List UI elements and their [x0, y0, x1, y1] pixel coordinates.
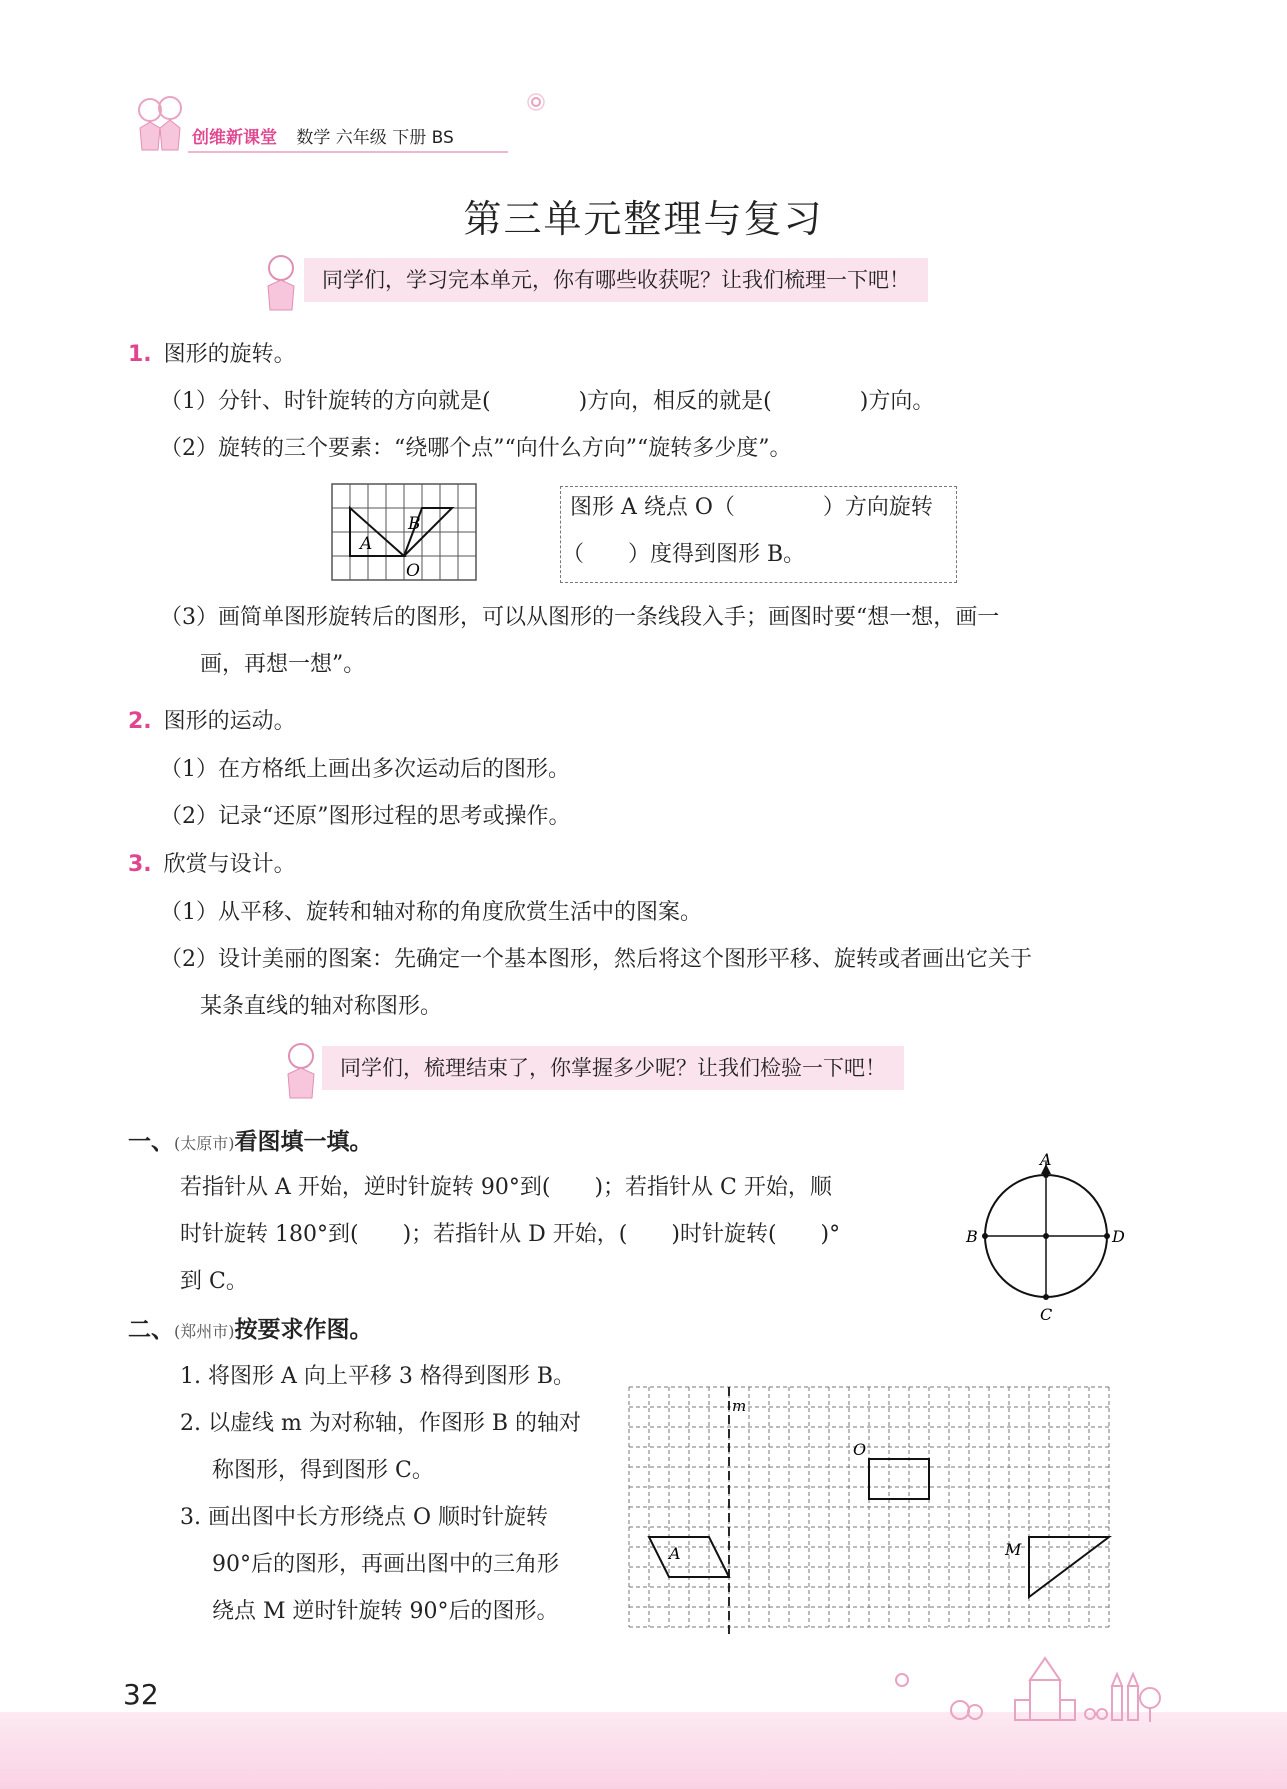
- s1-line-2: （2）旋转的三个要素：“绕哪个点”“向什么方向”“旋转多少度”。: [160, 436, 792, 461]
- drawing-grid-figure: [625, 1385, 1130, 1637]
- q2-item-3c: 绕点 M 逆时针旋转 90°后的图形。: [212, 1599, 559, 1624]
- figure-label-b: B: [408, 514, 421, 534]
- point-label-m: M: [1005, 1540, 1022, 1559]
- header-underline: [188, 151, 508, 153]
- q1-line-2: 时针旋转 180°到( )；若指针从 D 开始，( )时针旋转( )°: [180, 1222, 841, 1247]
- s3-line-2b: 某条直线的轴对称图形。: [200, 994, 443, 1019]
- kids-mascot-icon: [130, 88, 190, 154]
- clock-circle-figure: [960, 1150, 1140, 1330]
- castle-decoration-icon: [880, 1650, 1180, 1730]
- q2-item-2b: 称图形，得到图形 C。: [212, 1458, 434, 1483]
- girl-mascot-icon: [260, 252, 302, 312]
- q2-label: 二、: [128, 1317, 174, 1343]
- flower-icon: [525, 92, 547, 112]
- check-banner: 同学们，梳理结束了，你掌握多少呢？让我们检验一下吧！: [322, 1046, 904, 1090]
- s1-line-3a: （3）画简单图形旋转后的图形，可以从图形的一条线段入手；画图时要“想一想，画一: [160, 605, 1000, 630]
- s2-line-2: （2）记录“还原”图形过程的思考或操作。: [160, 804, 571, 829]
- boy-mascot-icon: [280, 1040, 322, 1100]
- s3-line-1: （1）从平移、旋转和轴对称的角度欣赏生活中的图案。: [160, 900, 702, 925]
- axis-label-m: m: [732, 1397, 747, 1415]
- q2-item-1: 1. 将图形 A 向上平移 3 格得到图形 B。: [180, 1364, 576, 1389]
- box-line-2: （ ）度得到图形 B。: [562, 542, 806, 567]
- box-line-1: 图形 A 绕点 O（ ）方向旋转: [570, 495, 933, 520]
- page-header: [130, 88, 510, 158]
- book-info: 数学 六年级 下册 BS: [296, 128, 454, 148]
- page-number: 32: [123, 1678, 159, 1711]
- circle-label-b: B: [966, 1227, 978, 1246]
- q2-heading: [128, 1315, 373, 1347]
- q1-title: 看图填一填。: [234, 1129, 373, 1155]
- q1-line-1: 若指针从 A 开始，逆时针旋转 90°到( )；若指针从 C 开始，顺: [180, 1175, 832, 1200]
- q1-label: 一、: [128, 1129, 174, 1155]
- section-number: 2.: [128, 709, 152, 734]
- figure-label-o: O: [406, 561, 420, 581]
- q2-item-2a: 2. 以虚线 m 为对称轴，作图形 B 的轴对: [180, 1411, 581, 1436]
- q1-line-3: 到 C。: [180, 1269, 248, 1294]
- rotation-grid-figure: [330, 482, 480, 584]
- q1-heading: [128, 1127, 373, 1159]
- shape-label-a: A: [669, 1544, 681, 1563]
- section-title: 欣赏与设计。: [163, 852, 296, 877]
- figure-label-a: A: [360, 534, 373, 554]
- section-number: 1.: [128, 342, 152, 367]
- section-title: 图形的运动。: [163, 709, 296, 734]
- s2-line-1: （1）在方格纸上画出多次运动后的图形。: [160, 757, 570, 782]
- brand-name: 创维新课堂: [192, 128, 277, 148]
- section-1-heading: [128, 340, 296, 370]
- page-title: 第三单元整理与复习: [463, 197, 824, 241]
- s3-line-2a: （2）设计美丽的图案：先确定一个基本图形，然后将这个图形平移、旋转或者画出它关于: [160, 947, 1033, 972]
- circle-label-c: C: [1040, 1305, 1053, 1324]
- s1-line-1: （1）分针、时针旋转的方向就是( )方向，相反的就是( )方向。: [160, 389, 935, 414]
- section-title: 图形的旋转。: [163, 342, 296, 367]
- q2-item-3a: 3. 画出图中长方形绕点 O 顺时针旋转: [180, 1505, 549, 1530]
- circle-label-d: D: [1112, 1227, 1125, 1246]
- q1-source: (太原市): [174, 1134, 235, 1153]
- review-banner: 同学们，学习完本单元，你有哪些收获呢？让我们梳理一下吧！: [304, 258, 928, 302]
- section-3-heading: [128, 850, 296, 880]
- section-2-heading: [128, 707, 296, 737]
- point-label-o: O: [853, 1440, 867, 1459]
- circle-label-a: A: [1040, 1150, 1052, 1169]
- s1-line-3b: 画，再想一想”。: [200, 652, 366, 677]
- section-number: 3.: [128, 852, 152, 877]
- q2-title: 按要求作图。: [234, 1317, 373, 1343]
- q2-source: (郑州市): [174, 1322, 235, 1341]
- q2-item-3b: 90°后的图形，再画出图中的三角形: [212, 1552, 559, 1577]
